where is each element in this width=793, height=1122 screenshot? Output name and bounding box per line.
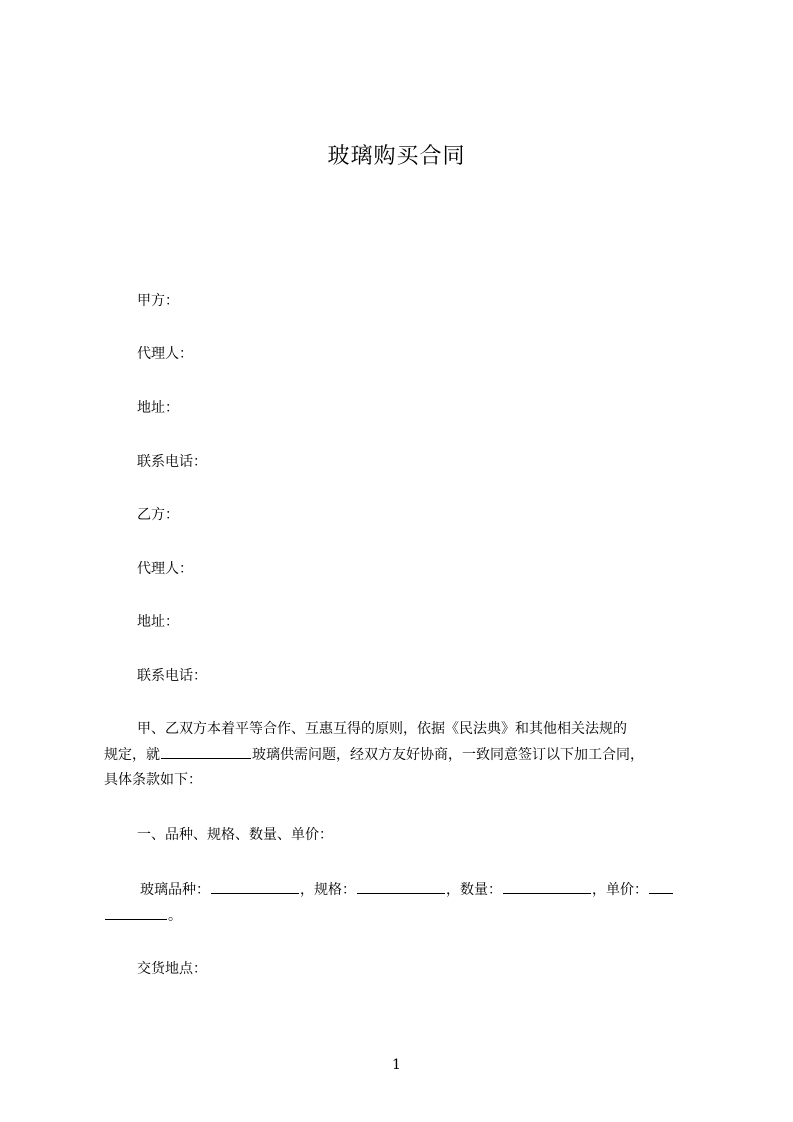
preamble-line-2 [104, 739, 704, 764]
preamble-line-1: 甲、乙双方本着平等合作、互惠互得的原则，依据《民法典》和其他相关法规的 [137, 721, 627, 737]
preamble-line-3: 具体条款如下： [104, 772, 202, 788]
party-a-label: 甲方： [137, 293, 179, 309]
party-b-label: 乙方： [137, 507, 179, 523]
price-label: ，单价： [592, 882, 648, 898]
quantity-blank [503, 879, 591, 894]
page-number: 1 [392, 1057, 401, 1073]
party-a-agent-label: 代理人： [137, 346, 193, 362]
party-a-address-label: 地址： [137, 400, 179, 416]
section-1-heading: 一、品种、规格、数量、单价： [137, 827, 333, 843]
section-1-specs-paragraph [104, 879, 704, 925]
party-b-phone-label: 联系电话： [137, 668, 207, 684]
specs-end-mark: 。 [168, 908, 182, 924]
party-b-address-label: 地址： [137, 614, 179, 630]
preamble-paragraph [104, 719, 704, 790]
spec-label: ，规格： [300, 882, 356, 898]
variety-blank [211, 879, 299, 894]
preamble-line-2-end: 玻璃供需问题，经双方友好协商，一致同意签订以下加工合同， [252, 747, 644, 763]
party-b-agent-label: 代理人： [137, 561, 193, 577]
document-title: 玻璃购买合同 [327, 144, 466, 169]
preamble-line-2-start: 规定，就 [104, 747, 160, 763]
delivery-location-label: 交货地点： [137, 961, 207, 977]
price-blank-start [649, 879, 673, 894]
party-a-phone-label: 联系电话： [137, 454, 207, 470]
quantity-label: ，数量： [446, 882, 502, 898]
subject-blank [161, 744, 251, 759]
price-blank-end [105, 905, 167, 920]
specs-line-1 [104, 879, 704, 899]
specs-line-2 [104, 899, 704, 925]
variety-label: 玻璃品种： [140, 882, 210, 898]
spec-blank [357, 879, 445, 894]
